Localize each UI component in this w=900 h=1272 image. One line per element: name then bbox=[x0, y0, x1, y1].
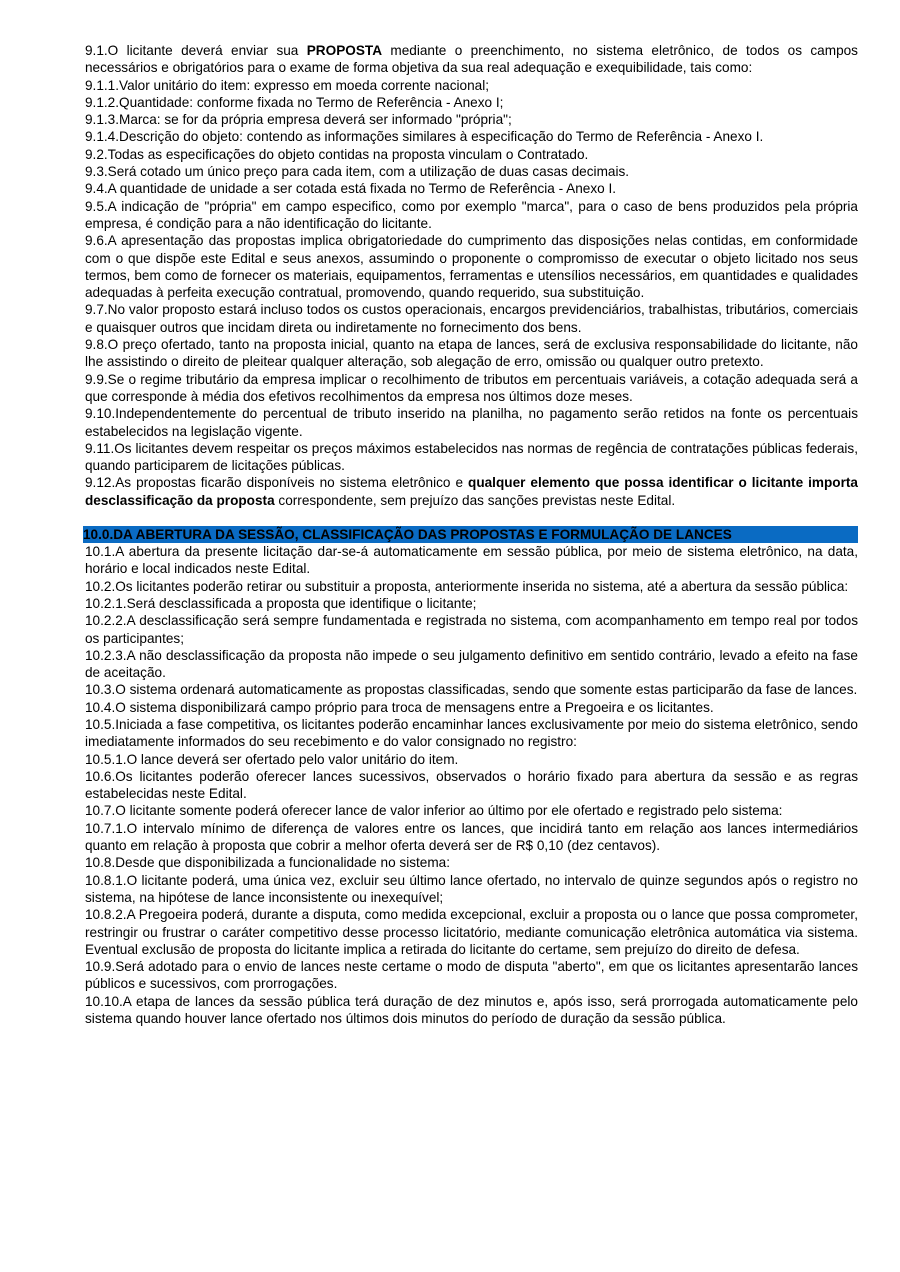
text-run: correspondente, sem prejuízo das sanções previstas neste Edital. bbox=[274, 492, 676, 508]
paragraph-9-10 bbox=[85, 405, 858, 440]
text-run: 9.10.Independentemente do percentual de tributo inserido na planilha, no pagamento serão retidos na fonte os percentuais estabelecidos na legislação vigente. bbox=[85, 406, 858, 439]
text-run: 10.7.1.O intervalo mínimo de diferença de valores entre os lances, que incidirá tanto em relação aos lances intermediários quanto em relação à proposta que cobrir a melhor oferta deverá ser de R$ 0,10 (dez centavos). bbox=[85, 820, 858, 854]
document-page bbox=[85, 42, 858, 1027]
text-run: 9.4.A quantidade de unidade a ser cotada está fixada no Termo de Referência - Anexo I. bbox=[85, 181, 617, 197]
text-run: 10.6.Os licitantes poderão oferecer lances sucessivos, observados o horário fixado para abertura da sessão e as regras estabelecidas neste Edital. bbox=[85, 768, 858, 802]
text-run: 10.8.1.O licitante poderá, uma única vez, excluir seu último lance ofertado, no intervalo de quinze segundos após o registro no sistema, na hipótese de lance inconsistente ou inexequível; bbox=[85, 872, 858, 905]
paragraph-10-8-1 bbox=[85, 872, 858, 907]
text-run: 9.5.A indicação de "própria" em campo especifico, como por exemplo "marca", para o caso de bens produzidos pela própria empresa, é condição para a não identificação do licitante. bbox=[85, 198, 858, 231]
paragraph-9-9 bbox=[85, 371, 858, 406]
text-run: 10.2.3.A não desclassificação da proposta não impede o seu julgamento definitivo em sentido contrário, levado a efeito na fase de aceitação. bbox=[85, 647, 858, 681]
text-run: 9.1.O licitante deverá enviar sua bbox=[85, 43, 307, 58]
paragraph-9-6 bbox=[85, 232, 858, 301]
text-run: 9.1.3.Marca: se for da própria empresa deverá ser informado "própria"; bbox=[85, 112, 512, 128]
paragraph-9-1 bbox=[85, 42, 858, 77]
paragraph-10-5 bbox=[85, 716, 858, 751]
paragraph-9-12 bbox=[85, 474, 858, 509]
text-run: 10.2.Os licitantes poderão retirar ou substituir a proposta, anteriormente inserida no sistema, até a abertura da sessão pública: bbox=[85, 578, 849, 594]
paragraph-10-8-2 bbox=[85, 906, 858, 958]
text-run: 9.2.Todas as especificações do objeto contidas na proposta vinculam o Contratado. bbox=[85, 146, 589, 162]
text-run: 9.8.O preço ofertado, tanto na proposta inicial, quanto na etapa de lances, será de exclusiva responsabilidade do licitante, não lhe assistindo o direito de pleitear qualquer alteração, sob alegação de erro, omissão ou qualquer outro pretexto. bbox=[85, 337, 858, 370]
text-run: 10.10.A etapa de lances da sessão pública terá duração de dez minutos e, após isso, será prorrogada automaticamente pelo sistema quando houver lance ofertado nos últimos dois minutos do período de duração da sessão pública. bbox=[85, 993, 858, 1027]
text-run: 10.4.O sistema disponibilizará campo próprio para troca de mensagens entre a Pregoeira e os licitantes. bbox=[85, 699, 714, 715]
paragraph-10-8 bbox=[85, 854, 858, 871]
text-run: 9.1.2.Quantidade: conforme fixada no Termo de Referência - Anexo I; bbox=[85, 94, 504, 110]
paragraph-10-7 bbox=[85, 802, 858, 819]
bold-text: PROPOSTA bbox=[306, 43, 383, 58]
text-run: 10.8.Desde que disponibilizada a funcionalidade no sistema: bbox=[85, 855, 451, 871]
text-run: 10.9.Será adotado para o envio de lances neste certame o modo de disputa "aberto", em que os licitantes apresentarão lances públicos e sucessivos, com prorrogações. bbox=[85, 959, 858, 992]
paragraph-9-1-1 bbox=[85, 77, 858, 94]
text-run: 10.2.1.Será desclassificada a proposta que identifique o licitante; bbox=[85, 595, 477, 611]
paragraph-9-7 bbox=[85, 301, 858, 336]
paragraph-9-3 bbox=[85, 163, 858, 180]
text-run: 10.2.2.A desclassificação será sempre fundamentada e registrada no sistema, com acompanhamento em tempo real por todos os participantes; bbox=[85, 613, 858, 646]
text-run: mediante o preenchimento, no sistema eletrônico, de todos os campos necessários e obrigatórios para o exame de forma objetiva da sua real adequação e exequibilidade, tais como: bbox=[85, 43, 858, 76]
paragraph-10-2-1 bbox=[85, 595, 858, 612]
paragraph-10-4 bbox=[85, 699, 858, 716]
paragraph-9-5 bbox=[85, 198, 858, 233]
text-run: 9.11.Os licitantes devem respeitar os preços máximos estabelecidos nas normas de regência de contratações públicas federais, quando participarem de licitações públicas. bbox=[85, 440, 858, 474]
paragraph-9-1-3 bbox=[85, 111, 858, 128]
text-run: 9.1.4.Descrição do objeto: contendo as informações similares à especificação do Termo de Referência - Anexo I. bbox=[85, 129, 764, 145]
text-run: 10.1.A abertura da presente licitação dar-se-á automaticamente em sessão pública, por meio de sistema eletrônico, na data, horário e local indicados neste Edital. bbox=[85, 544, 858, 577]
text-run: 10.3.O sistema ordenará automaticamente as propostas classificadas, sendo que somente estas participarão da fase de lances. bbox=[85, 682, 858, 698]
paragraph-10-2-2 bbox=[85, 612, 858, 647]
paragraph-9-1-4 bbox=[85, 128, 858, 145]
text-run: 9.3.Será cotado um único preço para cada item, com a utilização de duas casas decimais. bbox=[85, 164, 630, 180]
text-run: 9.12.As propostas ficarão disponíveis no sistema eletrônico e bbox=[85, 475, 469, 491]
paragraph-10-3 bbox=[85, 681, 858, 698]
paragraph-9-1-2 bbox=[85, 94, 858, 111]
text-run: 9.1.1.Valor unitário do item: expresso em moeda corrente nacional; bbox=[85, 77, 490, 93]
paragraph-10-6 bbox=[85, 768, 858, 803]
text-run: 10.7.O licitante somente poderá oferecer lance de valor inferior ao último por ele ofertado e registrado pelo sistema: bbox=[85, 803, 783, 819]
paragraph-10-2 bbox=[85, 578, 858, 595]
text-run: 10.5.1.O lance deverá ser ofertado pelo valor unitário do item. bbox=[85, 751, 459, 767]
paragraph-10-5-1 bbox=[85, 751, 858, 768]
paragraph-10-1 bbox=[85, 543, 858, 578]
section-10-heading: 10.0.DA ABERTURA DA SESSÃO, CLASSIFICAÇÃO DAS PROPOSTAS E FORMULAÇÃO DE LANCES bbox=[83, 526, 858, 543]
bold-text: qualquer elemento que possa identificar o licitante importa desclassificação da proposta bbox=[85, 475, 858, 508]
paragraph-10-2-3 bbox=[85, 647, 858, 682]
text-run: 9.9.Se o regime tributário da empresa implicar o recolhimento de tributos em percentuais variáveis, a cotação adequada será a que corresponde à média dos efetivos recolhimentos da empresa nos últimos doze meses. bbox=[85, 371, 858, 404]
section-gap bbox=[85, 509, 858, 526]
section-9-proposta bbox=[85, 42, 858, 509]
paragraph-9-4 bbox=[85, 180, 858, 197]
paragraph-10-10 bbox=[85, 993, 858, 1028]
text-run: 10.5.Iniciada a fase competitiva, os licitantes poderão encaminhar lances exclusivamente por meio do sistema eletrônico, sendo imediatamente informados do seu recebimento e do valor consignado no registro: bbox=[85, 716, 858, 750]
text-run: 9.7.No valor proposto estará incluso todos os custos operacionais, encargos previdenciários, trabalhistas, tributários, comerciais e quaisquer outros que incidam direta ou indiretamente no fornecimento dos bens. bbox=[85, 302, 858, 335]
paragraph-9-11 bbox=[85, 440, 858, 475]
text-run: 9.6.A apresentação das propostas implica obrigatoriedade do cumprimento das disposições nelas contidas, em conformidade com o que dispõe este Edital e seus anexos, assumindo o proponente o compromisso de executar o objeto licitado nos seus termos, bem como de fornecer os materiais, equipamentos, ferramentas e utensílios necessários, em quantidades e qualidades adequadas à perfeita execução contratual, promovendo, quando requerido, sua substituição. bbox=[85, 233, 858, 301]
paragraph-10-7-1 bbox=[85, 820, 858, 855]
paragraph-9-2 bbox=[85, 146, 858, 163]
paragraph-9-8 bbox=[85, 336, 858, 371]
section-10-sessao bbox=[85, 543, 858, 1027]
text-run: 10.8.2.A Pregoeira poderá, durante a disputa, como medida excepcional, excluir a proposta ou o lance que possa comprometer, restringir ou frustrar o caráter competitivo desse processo licitatório, mediante comunicação eletrônica automática via sistema. Eventual exclusão de proposta do licitante implica a retirada do licitante do certame, sem prejuízo do direito de defesa. bbox=[85, 907, 858, 957]
paragraph-10-9 bbox=[85, 958, 858, 993]
